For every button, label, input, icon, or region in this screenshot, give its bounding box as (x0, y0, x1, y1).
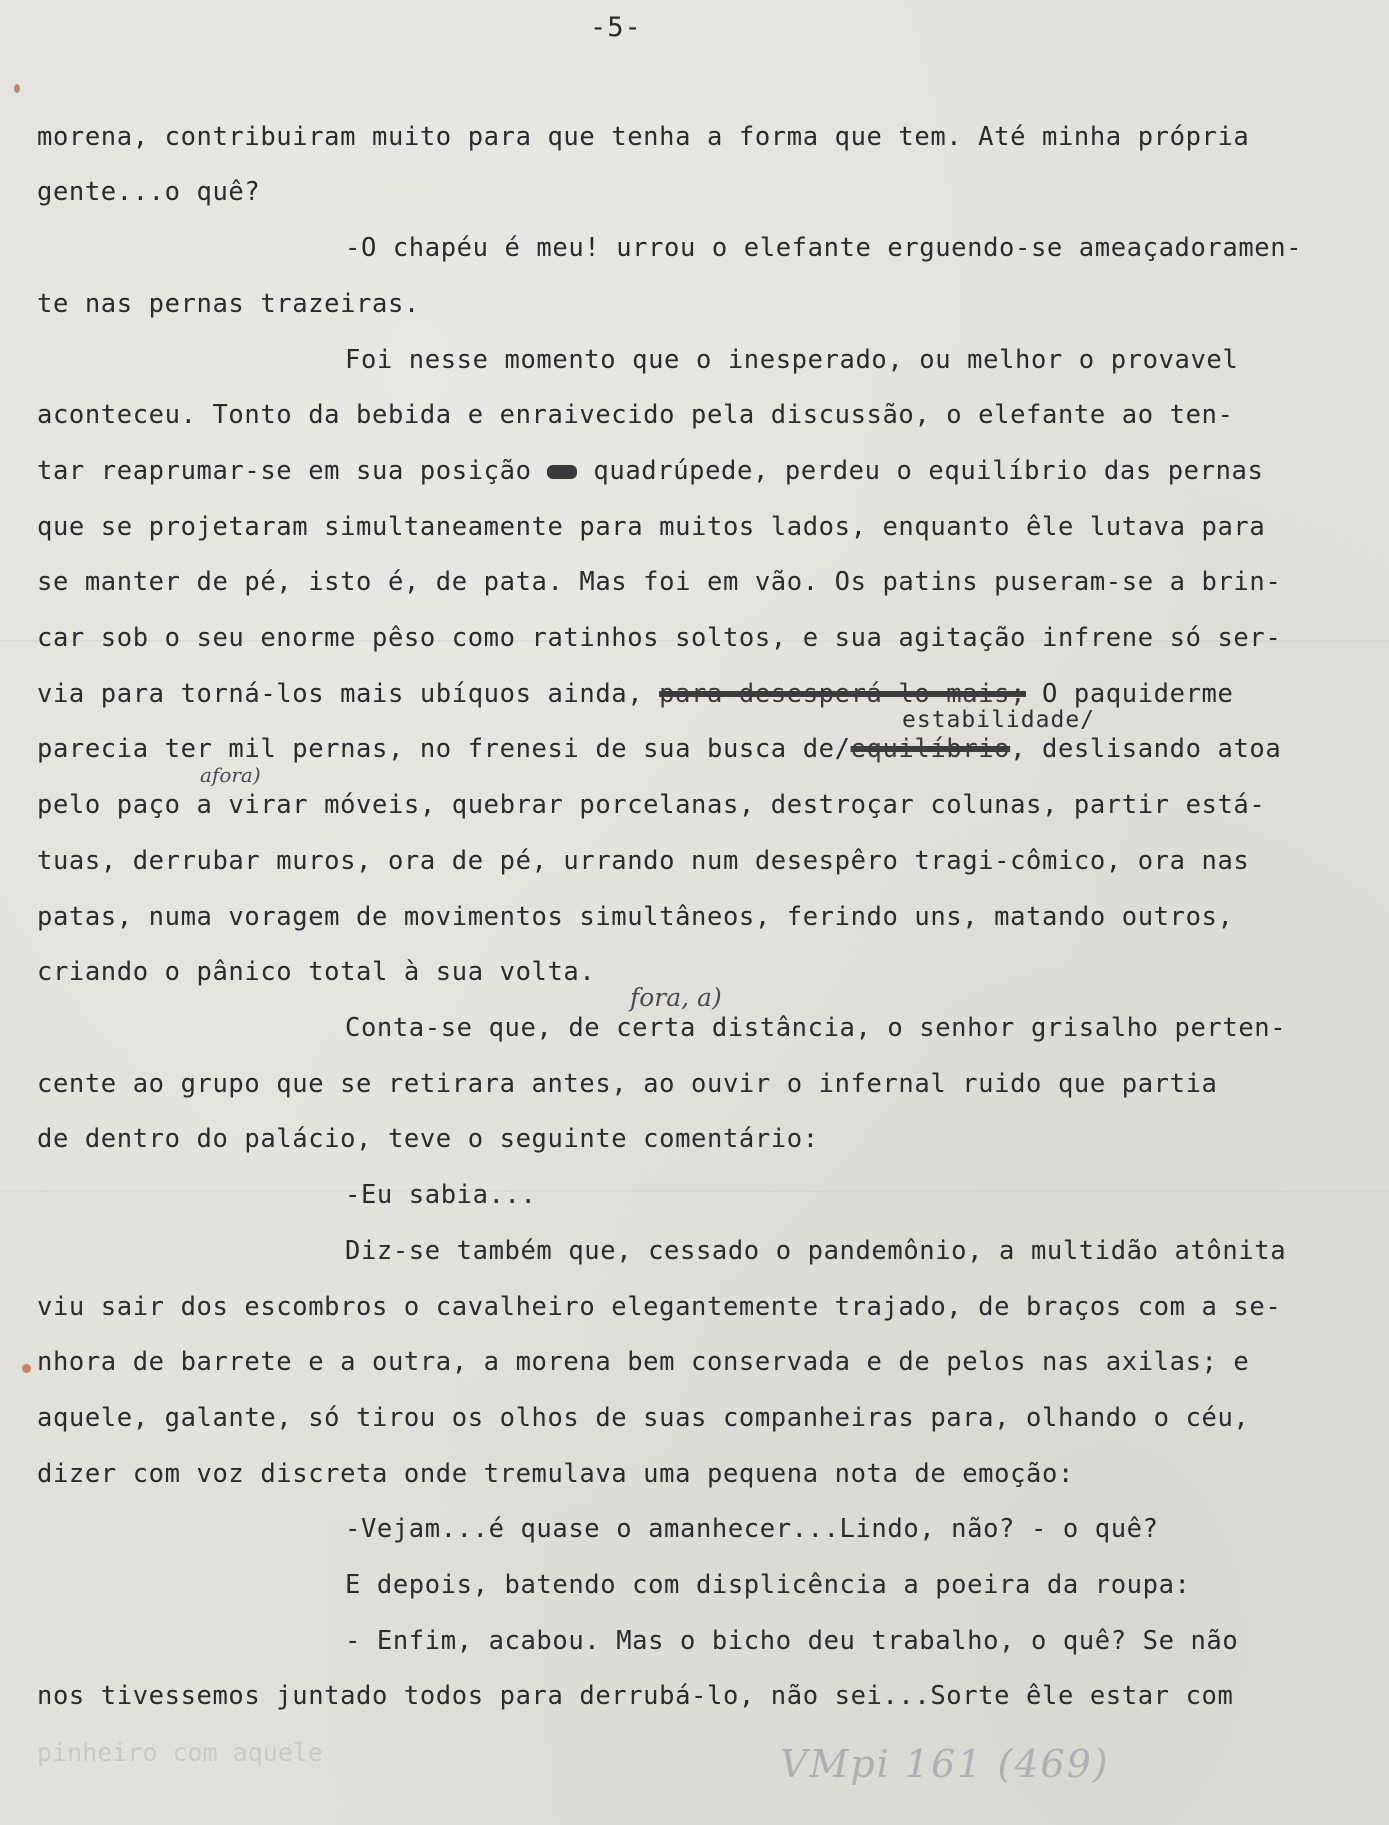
text-line: Conta-se que, de certa distância, o senhor grisalho perten- (345, 1013, 1287, 1043)
text-segment: O paquiderme (1026, 679, 1234, 709)
archive-reference: VMpi 161 (469) (780, 1742, 1110, 1786)
text-segment: parecia ter mil pernas, no frenesi de sua busca de/ (37, 734, 851, 764)
text-line: Diz-se também que, cessado o pandemônio, a multidão atônita (345, 1236, 1287, 1266)
text-line: morena, contribuiram muito para que tenha a forma que tem. Até minha própria (37, 122, 1250, 152)
ink-blot (547, 465, 577, 479)
text-line: Foi nesse momento que o inesperado, ou melhor o provavel (345, 345, 1239, 375)
text-line: cente ao grupo que se retirara antes, ao ouvir o infernal ruido que partia (37, 1069, 1218, 1099)
text-line: -Eu sabia... (345, 1180, 537, 1210)
text-line: pelo paço a virar móveis, quebrar porcelanas, destroçar colunas, partir está- (37, 790, 1266, 820)
text-line (37, 734, 1281, 764)
text-line: -O chapéu é meu! urrou o elefante erguendo-se ameaçadoramen- (345, 233, 1303, 263)
text-line: que se projetaram simultaneamente para muitos lados, enquanto êle lutava para (37, 512, 1266, 542)
paper-crease (0, 1190, 1389, 1192)
text-line (37, 679, 1233, 709)
text-segment: , deslisando atoa (1010, 734, 1282, 764)
stain-spot (14, 84, 20, 93)
text-line: te nas pernas trazeiras. (37, 289, 420, 319)
struck-text: para desesperá-lo mais; (659, 679, 1027, 709)
text-line: car sob o seu enorme pêso como ratinhos soltos, e sua agitação infrene só ser- (37, 623, 1282, 653)
text-line: criando o pânico total à sua volta. (37, 957, 596, 987)
text-line: aquele, galante, só tirou os olhos de suas companheiras para, olhando o céu, (37, 1403, 1250, 1433)
stain-spot (22, 1364, 31, 1373)
text-line: viu sair dos escombros o cavalheiro elegantemente trajado, de braços com a se- (37, 1292, 1282, 1322)
struck-text: equilíbrio (850, 734, 1011, 764)
text-line: tuas, derrubar muros, ora de pé, urrando num desespêro tragi-cômico, ora nas (37, 846, 1250, 876)
text-line: dizer com voz discreta onde tremulava uma pequena nota de emoção: (37, 1459, 1074, 1489)
bleed-through-text: pinheiro com aquele (37, 1738, 323, 1767)
handwritten-insert: estabilidade/ (902, 707, 1096, 733)
text-line: E depois, batendo com displicência a poeira da roupa: (345, 1570, 1191, 1600)
text-line: nos tivessemos juntado todos para derrubá-lo, não sei...Sorte êle estar com (37, 1681, 1234, 1711)
text-line: aconteceu. Tonto da bebida e enraivecido pela discussão, o elefante ao ten- (37, 400, 1234, 430)
text-segment: quadrúpede, perdeu o equilíbrio das pernas (577, 456, 1264, 486)
handwritten-insert: afora) (200, 763, 261, 787)
text-line: de dentro do palácio, teve o seguinte comentário: (37, 1124, 819, 1154)
text-line (37, 456, 1263, 486)
page-number: -5- (590, 12, 642, 43)
text-line: -Vejam...é quase o amanhecer...Lindo, não? - o quê? (345, 1514, 1159, 1544)
text-line: - Enfim, acabou. Mas o bicho deu trabalho, o quê? Se não (345, 1626, 1239, 1656)
text-line: nhora de barrete e a outra, a morena bem conservada e de pelos nas axilas; e (37, 1347, 1250, 1377)
text-segment: tar reaprumar-se em sua posição (37, 456, 548, 486)
text-line: se manter de pé, isto é, de pata. Mas foi em vão. Os patins puseram-se a brin- (37, 567, 1282, 597)
text-line: gente...o quê? (37, 177, 261, 207)
text-line: patas, numa voragem de movimentos simultâneos, ferindo uns, matando outros, (37, 902, 1234, 932)
text-segment: via para torná-los mais ubíquos ainda, (37, 679, 660, 709)
handwritten-insert: fora, a) (630, 983, 722, 1012)
